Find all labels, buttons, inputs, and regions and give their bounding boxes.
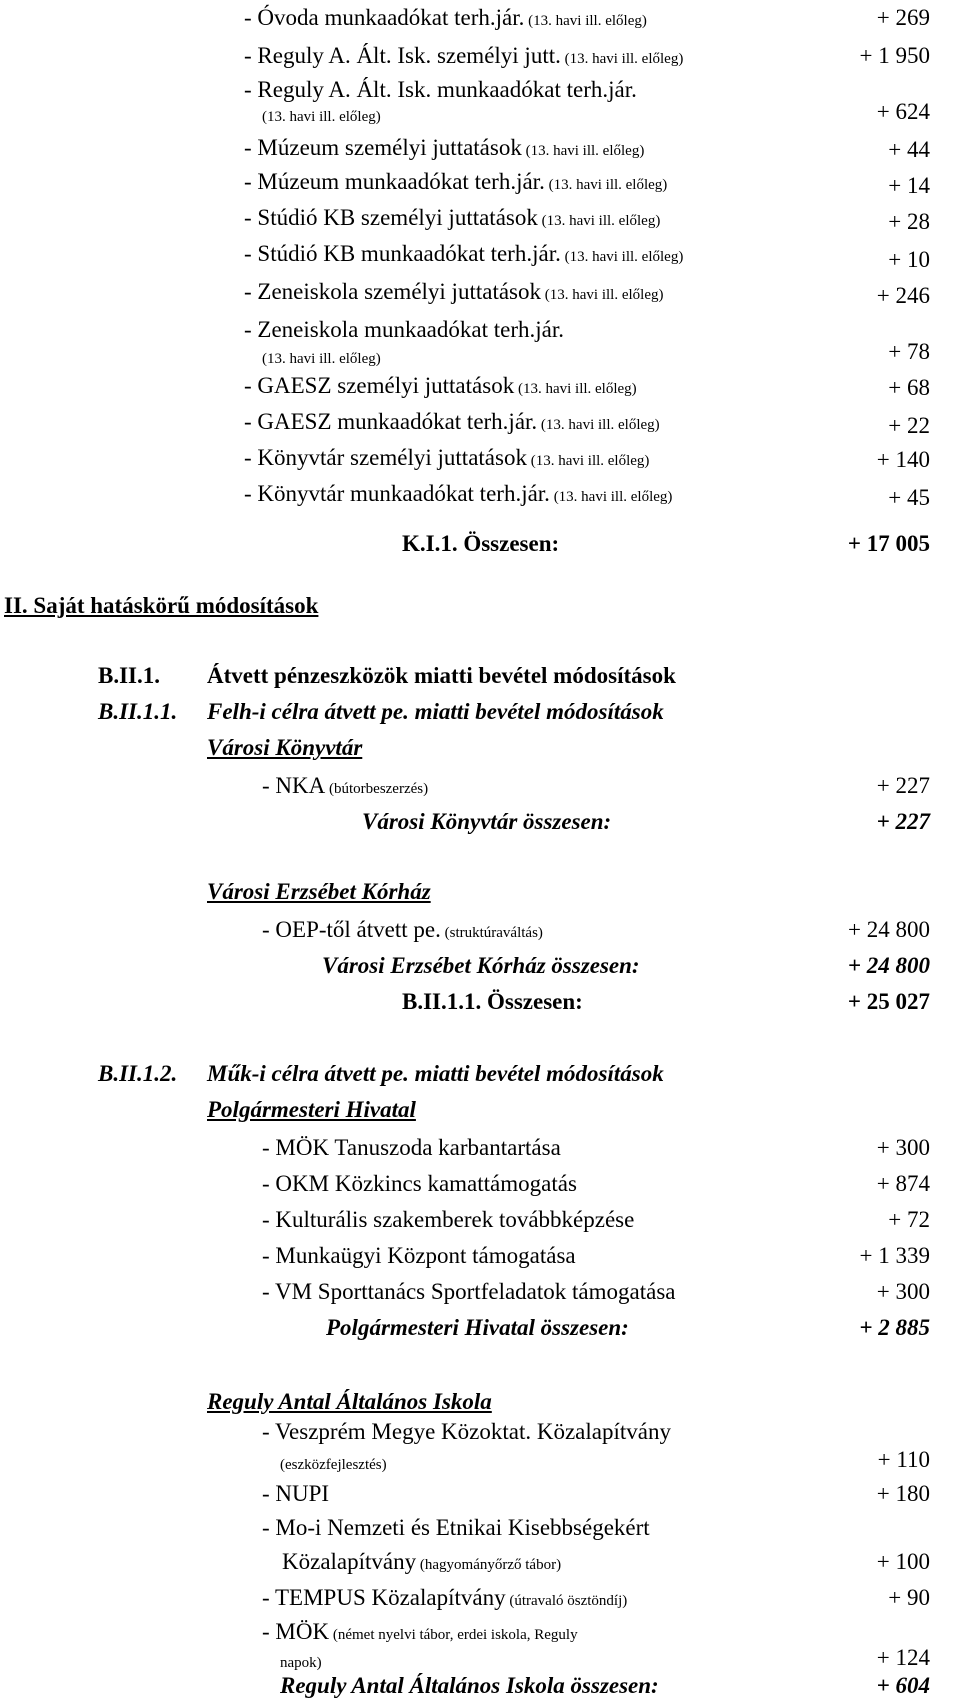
item-note: (13. havi ill. előleg)	[544, 177, 668, 193]
list-item	[244, 4, 647, 35]
item-note: (bútorbeszerzés)	[325, 781, 429, 797]
list-item	[244, 444, 649, 475]
list-item	[262, 772, 428, 803]
subtotal-label: Reguly Antal Általános Iskola összesen:	[280, 1673, 659, 1698]
list-item	[262, 1618, 578, 1649]
list-item	[262, 342, 381, 373]
subtotal-label: Polgármesteri Hivatal összesen:	[326, 1315, 629, 1340]
item-label: - Reguly A. Ált. Isk. munkaadókat terh.jár.	[244, 77, 637, 102]
item-label: - Stúdió KB személyi juttatások	[244, 205, 538, 230]
list-item	[262, 916, 543, 947]
item-amount: + 300	[876, 1135, 930, 1160]
item-amount: + 246	[876, 283, 930, 308]
item-amount: + 28	[888, 209, 930, 234]
list-item: - Munkaügyi Központ támogatása	[262, 1243, 576, 1268]
item-note: (13. havi ill. előleg)	[549, 489, 673, 505]
item-note: (13. havi ill. előleg)	[526, 453, 650, 469]
list-item	[244, 134, 644, 165]
item-label: - MÖK	[262, 1619, 330, 1644]
institution-heading: Városi Könyvtár	[207, 735, 363, 760]
list-item: - OKM Közkincs kamattámogatás	[262, 1171, 577, 1196]
section-code: B.II.1.	[98, 663, 160, 688]
ki1-total-label: K.I.1. Összesen:	[402, 531, 560, 556]
subtotal-label: Városi Erzsébet Kórház összesen:	[322, 953, 640, 978]
item-note: (eszközfejlesztés)	[280, 1457, 387, 1473]
subtotal-amount: + 2 885	[859, 1315, 930, 1340]
item-label: - Könyvtár munkaadókat terh.jár.	[244, 481, 550, 506]
list-item	[262, 100, 381, 131]
item-label: - GAESZ munkaadókat terh.jár.	[244, 409, 538, 434]
item-amount: + 227	[876, 773, 930, 798]
item-amount: + 300	[876, 1279, 930, 1304]
item-amount: + 124	[876, 1645, 930, 1670]
item-note: (13. havi ill. előleg)	[537, 213, 661, 229]
item-amount: + 45	[888, 485, 930, 510]
item-amount: + 1 339	[859, 1243, 930, 1268]
list-item	[244, 204, 660, 235]
item-amount: + 624	[876, 99, 930, 124]
list-item	[244, 278, 663, 309]
section-title: Átvett pénzeszközök miatti bevétel módosítások	[207, 663, 676, 688]
item-note: (13. havi ill. előleg)	[541, 287, 664, 303]
list-item: - Mo-i Nemzeti és Etnikai Kisebbségekért	[262, 1515, 650, 1540]
item-label: - NKA	[262, 773, 326, 798]
section-heading: II. Saját hatáskörű módosítások	[4, 593, 319, 618]
item-amount: + 24 800	[848, 917, 930, 942]
item-amount: + 1 950	[859, 43, 930, 68]
item-label: - TEMPUS Közalapítvány	[262, 1585, 506, 1610]
item-note: (13. havi ill. előleg)	[262, 351, 381, 367]
item-note: (útravaló ösztöndíj)	[505, 1593, 628, 1609]
item-label: - Reguly A. Ált. Isk. személyi jutt.	[244, 43, 561, 68]
list-item	[280, 1448, 387, 1479]
item-note: napok)	[280, 1655, 322, 1671]
item-amount: + 44	[888, 137, 930, 162]
item-label: - Óvoda munkaadókat terh.jár.	[244, 5, 525, 30]
item-label: - Zeneiskola munkaadókat terh.jár.	[244, 317, 564, 342]
list-item	[262, 1584, 627, 1615]
institution-heading: Reguly Antal Általános Iskola	[207, 1389, 492, 1414]
list-item	[244, 168, 667, 199]
item-note: (hagyományőrző tábor)	[416, 1557, 562, 1573]
item-label: - Zeneiskola személyi juttatások	[244, 279, 541, 304]
section-total-label: B.II.1.1. Összesen:	[402, 989, 583, 1014]
item-amount: + 14	[888, 173, 930, 198]
list-item: - NUPI	[262, 1481, 330, 1506]
list-item	[244, 408, 660, 439]
subtotal-amount: + 604	[876, 1673, 930, 1698]
item-note: (13. havi ill. előleg)	[537, 417, 660, 433]
list-item: - VM Sporttanács Sportfeladatok támogatása	[262, 1279, 676, 1304]
item-note: (13. havi ill. előleg)	[524, 13, 647, 29]
item-note: (13. havi ill. előleg)	[514, 381, 637, 397]
item-label: - OEP-től átvett pe.	[262, 917, 441, 942]
item-amount: + 78	[888, 339, 930, 364]
item-amount: + 269	[876, 5, 930, 30]
list-item	[282, 1548, 561, 1579]
subtotal-amount: + 227	[876, 809, 930, 834]
item-note: (13. havi ill. előleg)	[521, 143, 645, 159]
item-note: (13. havi ill. előleg)	[560, 51, 684, 67]
section-total-amount: + 25 027	[847, 989, 930, 1014]
item-amount: + 100	[876, 1549, 930, 1574]
item-amount: + 68	[888, 375, 930, 400]
section-title: Felh-i célra átvett pe. miatti bevétel módosítások	[207, 699, 664, 724]
item-amount: + 10	[888, 247, 930, 272]
item-note: (13. havi ill. előleg)	[560, 249, 684, 265]
item-amount: + 110	[877, 1447, 930, 1472]
item-label: - GAESZ személyi juttatások	[244, 373, 515, 398]
list-item	[244, 372, 637, 403]
section-code: B.II.1.2.	[98, 1061, 178, 1086]
list-item	[244, 240, 683, 271]
item-note: (német nyelvi tábor, erdei iskola, Reguly	[329, 1627, 578, 1643]
item-amount: + 874	[876, 1171, 930, 1196]
item-amount: + 180	[876, 1481, 930, 1506]
section-code: B.II.1.1.	[98, 699, 178, 724]
item-label: - Stúdió KB munkaadókat terh.jár.	[244, 241, 561, 266]
item-amount: + 140	[876, 447, 930, 472]
ki1-total-amount: + 17 005	[847, 531, 930, 556]
list-item	[244, 316, 564, 344]
list-item: - MÖK Tanuszoda karbantartása	[262, 1135, 561, 1160]
subtotal-label: Városi Könyvtár összesen:	[362, 809, 612, 834]
item-amount: + 72	[888, 1207, 930, 1232]
item-label: - Múzeum munkaadókat terh.jár.	[244, 169, 545, 194]
item-note: (struktúraváltás)	[440, 925, 543, 941]
item-amount: + 90	[888, 1585, 930, 1610]
item-label: - Könyvtár személyi juttatások	[244, 445, 527, 470]
section-title: Műk-i célra átvett pe. miatti bevétel módosítások	[207, 1061, 664, 1086]
list-item	[244, 42, 683, 73]
list-item: - Kulturális szakemberek továbbképzése	[262, 1207, 635, 1232]
item-note: (13. havi ill. előleg)	[262, 109, 381, 125]
item-amount: + 22	[888, 413, 930, 438]
item-label: - Múzeum személyi juttatások	[244, 135, 522, 160]
list-item: - Veszprém Megye Közoktat. Közalapítvány	[262, 1419, 671, 1444]
list-item	[244, 480, 672, 511]
institution-heading: Polgármesteri Hivatal	[207, 1097, 416, 1122]
subtotal-amount: + 24 800	[847, 953, 930, 978]
institution-heading: Városi Erzsébet Kórház	[207, 879, 431, 904]
item-label: Közalapítvány	[282, 1549, 417, 1574]
